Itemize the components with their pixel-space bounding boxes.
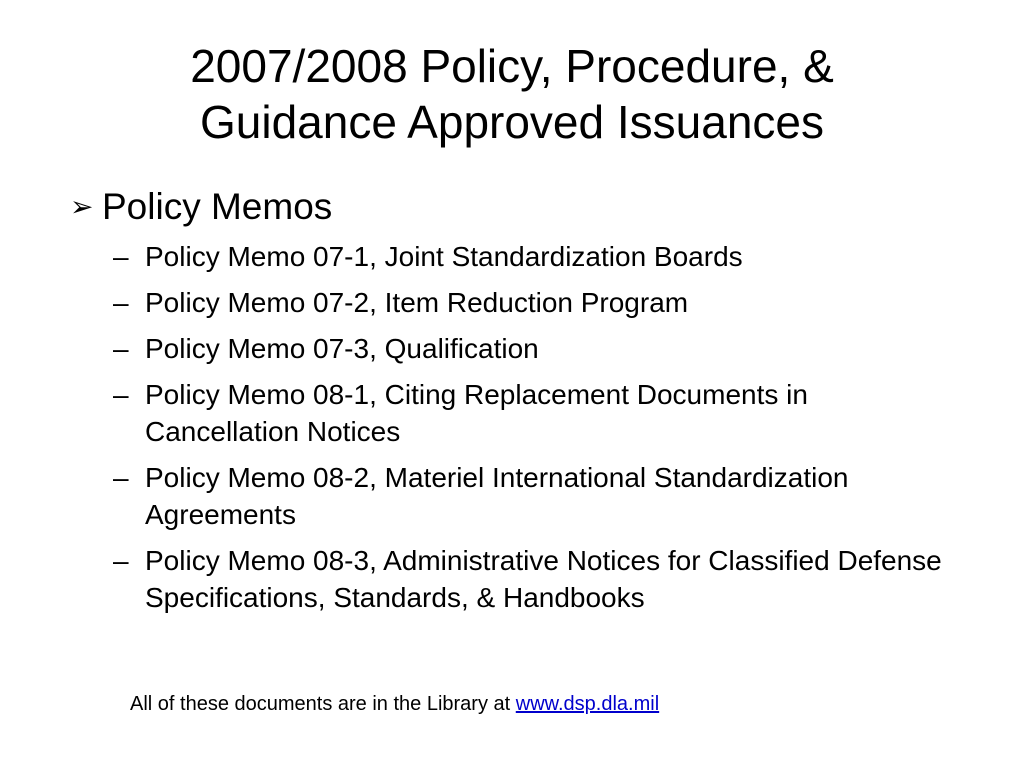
dash-bullet: –	[113, 379, 129, 410]
dash-bullet: –	[113, 333, 129, 364]
list-item-text: Policy Memo 07-1, Joint Standardization Boards	[145, 241, 743, 272]
slide-title-line-2: Guidance Approved Issuances	[200, 96, 824, 148]
list-item	[113, 238, 980, 275]
list-item-text: Policy Memo 08-2, Materiel International Standardization Agreements	[145, 462, 849, 530]
list-item	[113, 376, 980, 450]
section-heading-row	[70, 184, 980, 230]
dash-bullet: –	[113, 462, 129, 493]
list-item	[113, 542, 980, 616]
library-link[interactable]: www.dsp.dla.mil	[515, 693, 660, 715]
policy-memo-list	[70, 238, 980, 616]
list-item	[113, 459, 980, 533]
list-item-text: Policy Memo 08-1, Citing Replacement Documents in Cancellation Notices	[145, 379, 808, 447]
list-item-text: Policy Memo 08-3, Administrative Notices for Classified Defense Specifications, Standards, & Handbooks	[145, 545, 942, 613]
list-item-text: Policy Memo 07-2, Item Reduction Program	[145, 287, 689, 318]
slide-title-line-1: 2007/2008 Policy, Procedure, &	[190, 40, 834, 92]
section-heading: Policy Memos	[102, 186, 333, 227]
dash-bullet: –	[113, 545, 129, 576]
slide-title	[60, 38, 964, 150]
list-item-text: Policy Memo 07-3, Qualification	[145, 333, 539, 364]
list-item	[113, 330, 980, 367]
list-item	[113, 284, 980, 321]
dash-bullet: –	[113, 287, 129, 318]
dash-bullet: –	[113, 241, 129, 272]
footer-text: All of these documents are in the Library at	[130, 693, 516, 715]
arrow-bullet-icon: ➢	[70, 191, 94, 222]
footer-note	[130, 690, 659, 718]
slide-content	[70, 184, 980, 625]
